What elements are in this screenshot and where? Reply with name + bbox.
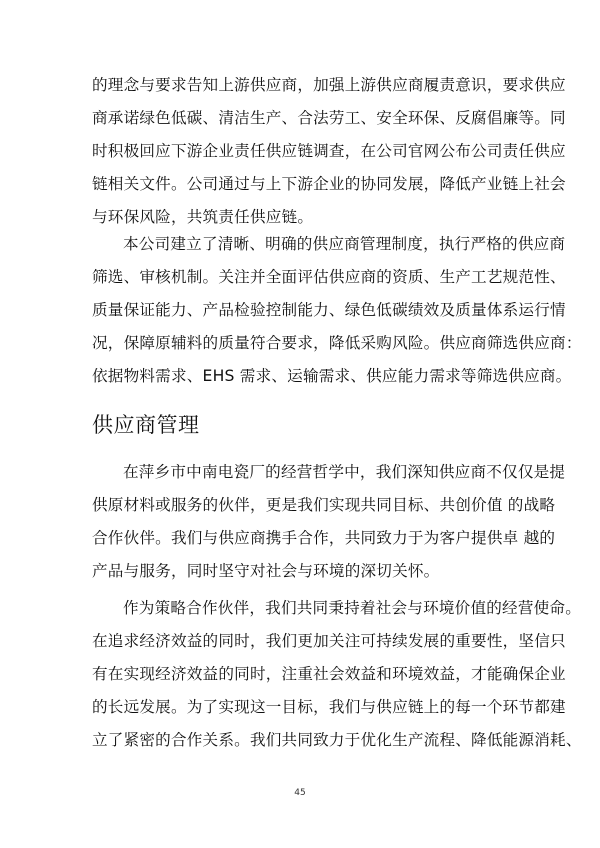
text-line: 供原材料或服务的伙伴，更是我们实现共同目标、共创价值 的战略: [92, 496, 556, 514]
text-line: 的理念与要求告知上游供应商，加强上游供应商履责意识，要求供应: [92, 76, 566, 94]
text-line: 在萍乡市中南电瓷厂的经营哲学中，我们深知供应商不仅仅是提: [123, 463, 566, 481]
text-line: 商承诺绿色低碳、清洁生产、合法劳工、安全环保、反腐倡廉等。同: [92, 109, 566, 127]
text-line: 链相关文件。公司通过与上下游企业的协同发展，降低产业链上社会: [92, 175, 566, 193]
text-line: 时积极回应下游企业责任供应链调查，在公司官网公布公司责任供应: [92, 142, 566, 160]
text-line: 质量保证能力、产品检验控制能力、绿色低碳绩效及质量体系运行情: [92, 301, 566, 319]
text-line: 产品与服务，同时坚守对社会与环境的深切关怀。: [92, 562, 440, 580]
text-line: 作为策略合作伙伴，我们共同秉持着社会与环境价值的经营使命。: [123, 599, 582, 617]
text-line: 况，保障原辅料的质量符合要求，降低采购风险。供应商筛选供应商：: [92, 334, 582, 352]
text-line: 本公司建立了清晰、明确的供应商管理制度，执行严格的供应商: [123, 235, 566, 253]
text-line: 有在实现经济效益的同时，注重社会效益和环境效益，才能确保企业: [92, 665, 566, 683]
text-line: 依据物料需求、EHS 需求、运输需求、供应能力需求等筛选供应商。: [92, 367, 572, 385]
section-heading: 供应商管理: [92, 413, 200, 437]
page-number: 45: [294, 788, 306, 798]
text-line: 合作伙伴。我们与供应商携手合作，共同致力于为客户提供卓 越的: [92, 529, 556, 547]
text-line: 的长远发展。为了实现这一目标，我们与供应链上的每一个环节都建: [92, 698, 566, 716]
text-line: 筛选、审核机制。关注并全面评估供应商的资质、生产工艺规范性、: [92, 268, 566, 286]
text-line: 立了紧密的合作关系。我们共同致力于优化生产流程、降低能源消耗、: [92, 731, 582, 749]
text-line: 在追求经济效益的同时，我们更加关注可持续发展的重要性，坚信只: [92, 632, 566, 650]
text-line: 与环保风险，共筑责任供应链。: [92, 208, 314, 226]
